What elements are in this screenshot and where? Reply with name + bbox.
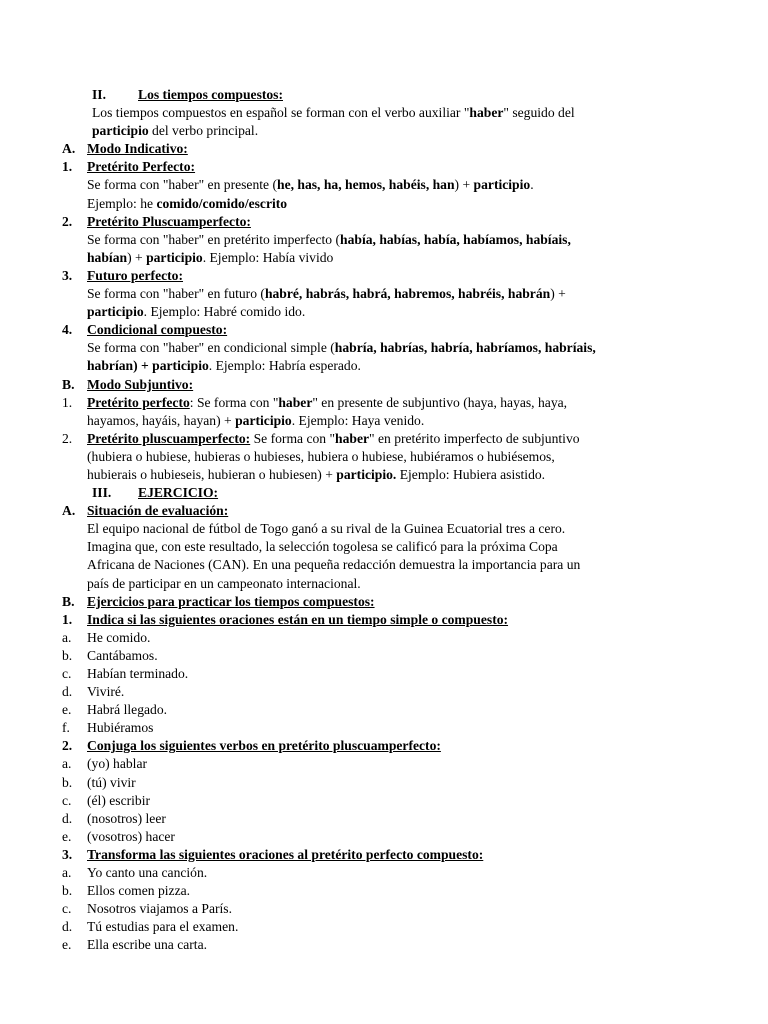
- body-bold: participio: [87, 304, 144, 320]
- list-number: 2.: [62, 430, 73, 446]
- item-text: Viviré.: [87, 684, 125, 700]
- item-text: Ellos comen pizza.: [87, 883, 191, 899]
- intro-line-2: [0, 122, 768, 140]
- item-text: Ella escribe una carta.: [87, 937, 208, 953]
- body-bold: habrían) + participio: [87, 358, 209, 374]
- item-letter: c.: [62, 792, 72, 808]
- body-bold: habré, habrás, habrá, habremos, habréis, habrán: [264, 286, 551, 302]
- section-3-title: EJERCICIO:: [138, 485, 219, 501]
- item-text: Habrá llegado.: [87, 702, 168, 718]
- item-letter: c.: [62, 901, 72, 917]
- list-label: B.: [62, 593, 75, 609]
- body-bold: participio: [473, 177, 531, 193]
- list-item: [0, 719, 768, 737]
- indicativo-3-line-1: [0, 285, 768, 303]
- item-letter: a.: [62, 756, 72, 772]
- heading-text: Modo Indicativo:: [87, 141, 188, 157]
- list-number: 1.: [62, 159, 73, 175]
- body-text: Se forma con "haber" en pretérito imperfecto (: [87, 231, 341, 247]
- body-text: : Se forma con ": [189, 394, 279, 410]
- body-text: . Ejemplo: Habría esperado.: [208, 358, 361, 374]
- heading-text: Pretérito pluscuamperfecto:: [87, 430, 251, 446]
- list-item: [0, 701, 768, 719]
- situacion-line: [0, 538, 768, 556]
- list-number: 2.: [62, 738, 73, 754]
- body-text: . Ejemplo: Había vivido: [202, 249, 334, 265]
- list-item: [0, 900, 768, 918]
- list-item: [0, 629, 768, 647]
- item-text: He comido.: [87, 629, 151, 645]
- intro-text: " seguido del: [503, 105, 575, 121]
- body-bold: haber: [278, 394, 313, 410]
- subjuntivo-2-line-1: [0, 430, 768, 448]
- heading-text: Transforma las siguientes oraciones al pretérito perfecto compuesto:: [87, 846, 484, 862]
- body-text: " en pretérito imperfecto de subjuntivo: [369, 430, 580, 446]
- item-letter: d.: [62, 919, 73, 935]
- heading-text: Modo Subjuntivo:: [87, 376, 194, 392]
- indicativo-1-heading: [0, 158, 768, 176]
- indicativo-4-line-1: [0, 339, 768, 357]
- intro-line-1: [0, 104, 768, 122]
- ejercicio-3-heading: [0, 846, 768, 864]
- item-text: Hubiéramos: [87, 720, 154, 736]
- list-item: [0, 936, 768, 954]
- heading-text: Pretérito perfecto: [87, 394, 190, 410]
- situacion-line: [0, 556, 768, 574]
- body-text: Se forma con "haber" en condicional simple (: [87, 340, 335, 356]
- item-letter: e.: [62, 702, 72, 718]
- item-letter: e.: [62, 937, 72, 953]
- indicativo-1-line-2: [0, 195, 768, 213]
- list-item: [0, 810, 768, 828]
- body-bold: participio: [146, 249, 203, 265]
- body-text: . Ejemplo: Habré comido ido.: [143, 304, 306, 320]
- body-text: .: [530, 177, 534, 193]
- subjuntivo-2-line-3: [0, 466, 768, 484]
- heading-text: Indica si las siguientes oraciones están en un tiempo simple o compuesto:: [87, 611, 509, 627]
- list-item: [0, 755, 768, 773]
- item-text: Tú estudias para el examen.: [87, 919, 239, 935]
- body-bold: participio: [235, 412, 292, 428]
- situacion-line: [0, 520, 768, 538]
- list-label: B.: [62, 376, 75, 392]
- body-text: hayamos, hayáis, hayan) +: [87, 412, 236, 428]
- ejercicios-heading: [0, 593, 768, 611]
- heading-text: Condicional compuesto:: [87, 322, 228, 338]
- section-3-heading: [0, 484, 768, 502]
- body-text: ) +: [550, 286, 566, 302]
- item-letter: b.: [62, 883, 73, 899]
- item-letter: a.: [62, 629, 72, 645]
- subjuntivo-2-line-2: [0, 448, 768, 466]
- indicativo-3-heading: [0, 267, 768, 285]
- body-text: Se forma con "haber" en futuro (: [87, 286, 265, 302]
- indicativo-3-line-2: [0, 303, 768, 321]
- list-item: [0, 647, 768, 665]
- item-text: (nosotros) leer: [87, 810, 166, 826]
- body-text: . Ejemplo: Haya venido.: [291, 412, 425, 428]
- body-bold: habían: [87, 249, 128, 265]
- intro-text: Los tiempos compuestos en español se forman con el verbo auxiliar ": [92, 105, 470, 121]
- ejercicio-1-heading: [0, 611, 768, 629]
- body-bold: he, has, ha, hemos, habéis, han: [277, 177, 455, 193]
- body-text: Se forma con "haber" en presente (: [87, 177, 278, 193]
- list-number: 1.: [62, 611, 73, 627]
- item-letter: d.: [62, 810, 73, 826]
- item-text: Yo canto una canción.: [87, 865, 208, 881]
- list-item: [0, 774, 768, 792]
- item-text: Nosotros viajamos a París.: [87, 901, 232, 917]
- intro-bold: participio: [92, 123, 149, 139]
- body-text: " en presente de subjuntivo (haya, hayas, haya,: [312, 394, 568, 410]
- subjuntivo-1-line-2: [0, 412, 768, 430]
- item-text: Cantábamos.: [87, 647, 158, 663]
- body-text: (hubiera o hubiese, hubieras o hubieses, hubiera o hubiese, hubiéramos o hubiésemos,: [87, 448, 555, 464]
- body-text: Se forma con ": [250, 430, 336, 446]
- item-text: Habían terminado.: [87, 666, 189, 681]
- list-number: 1.: [62, 394, 73, 410]
- heading-text: Ejercicios para practicar los tiempos compuestos:: [87, 593, 375, 609]
- list-number: 3.: [62, 846, 73, 862]
- body-text: El equipo nacional de fútbol de Togo ganó a su rival de la Guinea Ecuatorial tres a cero.: [87, 521, 566, 537]
- list-label: A.: [62, 503, 76, 519]
- heading-text: Pretérito Perfecto:: [87, 159, 196, 175]
- list-item: [0, 828, 768, 846]
- body-bold: habría, habrías, habría, habríamos, habríais,: [334, 340, 596, 356]
- indicativo-2-line-1: [0, 231, 768, 249]
- subjuntivo-1-line-1: [0, 394, 768, 412]
- modo-subjuntivo-heading: [0, 376, 768, 394]
- indicativo-1-line-1: [0, 176, 768, 194]
- body-bold: había, habías, había, habíamos, habíais,: [340, 231, 571, 247]
- body-text: ) +: [127, 249, 147, 265]
- item-text: (vosotros) hacer: [87, 828, 175, 844]
- modo-indicativo-heading: [0, 140, 768, 158]
- item-text: (yo) hablar: [87, 756, 148, 772]
- body-text: Imagina que, con este resultado, la selección togolesa se calificó para la próxima Copa: [87, 539, 558, 555]
- indicativo-2-line-2: [0, 249, 768, 267]
- list-item: [0, 918, 768, 936]
- indicativo-4-heading: [0, 321, 768, 339]
- body-text: Ejemplo: Hubiera asistido.: [396, 466, 546, 482]
- item-text: (él) escribir: [87, 792, 151, 808]
- situacion-line: [0, 575, 768, 593]
- item-letter: b.: [62, 647, 73, 663]
- body-bold: participio.: [336, 466, 397, 482]
- section-3-roman: III.: [92, 485, 112, 501]
- list-number: 4.: [62, 322, 73, 338]
- heading-text: Situación de evaluación:: [87, 503, 229, 519]
- list-label: A.: [62, 141, 76, 157]
- section-2-title: Los tiempos compuestos:: [138, 87, 283, 102]
- body-text: ) +: [454, 177, 474, 193]
- item-letter: a.: [62, 865, 72, 881]
- list-item: [0, 882, 768, 900]
- list-item: [0, 683, 768, 701]
- heading-text: Conjuga los siguientes verbos en pretérito pluscuamperfecto:: [87, 738, 441, 754]
- indicativo-2-heading: [0, 213, 768, 231]
- body-text: país de participar en un campeonato internacional.: [87, 575, 361, 591]
- section-2-heading: [0, 86, 768, 104]
- heading-text: Futuro perfecto:: [87, 267, 184, 283]
- heading-text: Pretérito Pluscuamperfecto:: [87, 213, 251, 229]
- body-text: hubierais o hubieseis, hubieran o hubiesen) +: [87, 466, 337, 482]
- item-text: (tú) vivir: [87, 774, 136, 790]
- section-2-roman: II.: [92, 87, 106, 102]
- list-item: [0, 864, 768, 882]
- intro-bold: haber: [469, 105, 504, 121]
- list-number: 3.: [62, 267, 73, 283]
- body-text: Africana de Naciones (CAN). En una pequeña redacción demuestra la importancia para un: [87, 557, 581, 573]
- list-item: [0, 665, 768, 683]
- body-bold: comido/comido/escrito: [156, 195, 288, 211]
- item-letter: f.: [62, 720, 70, 736]
- document-page: [0, 86, 768, 955]
- list-item: [0, 792, 768, 810]
- item-letter: d.: [62, 684, 73, 700]
- indicativo-4-line-2: [0, 357, 768, 375]
- situacion-heading: [0, 502, 768, 520]
- body-text: Ejemplo: he: [87, 195, 157, 211]
- item-letter: b.: [62, 774, 73, 790]
- intro-text: del verbo principal.: [148, 123, 259, 139]
- item-letter: c.: [62, 666, 72, 681]
- ejercicio-2-heading: [0, 737, 768, 755]
- list-number: 2.: [62, 213, 73, 229]
- item-letter: e.: [62, 828, 72, 844]
- body-bold: haber: [335, 430, 370, 446]
